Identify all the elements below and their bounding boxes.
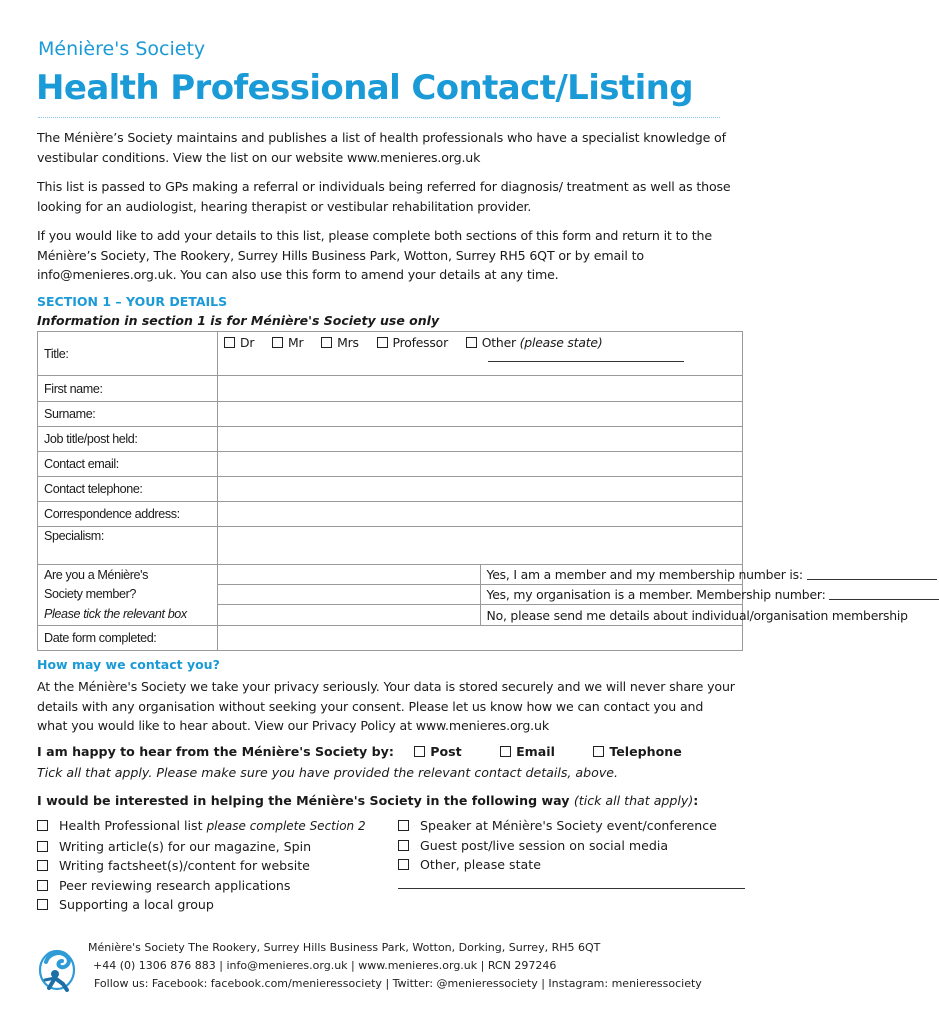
interest-options-right [398,816,745,889]
member-option-3: No, please send me details about individual/organisation membership [480,605,743,626]
privacy-paragraph: At the Ménière's Society we take your privacy seriously. Your data is stored securely and we will never share your details with any organisation without seeking your consent. Please let us know how we can contact you and what you would like to hear about. View our Privacy Policy at www.menieres.org.uk [37,679,735,733]
footer-social: Follow us: Facebook: facebook.com/menieressociety | Twitter: @menieressociety | Instagram: menieressociety [94,977,702,990]
membership-number-input[interactable] [807,570,937,580]
interest-option-label: Writing factsheet(s)/content for website [59,858,310,874]
interest-option-magazine[interactable] [37,837,366,857]
checkbox-icon[interactable] [398,859,409,870]
interest-option-local-group[interactable] [37,895,366,915]
interest-option-peer-review[interactable] [37,876,366,896]
interest-option-label: Supporting a local group [59,897,214,913]
footer [88,939,702,993]
email-field[interactable] [218,452,743,477]
interest-option-note: please complete Section 2 [206,819,366,833]
member-tick-box-3[interactable] [218,605,481,626]
title-option-mrs-label: Mrs [337,335,359,350]
title-option-other-label: Other [481,335,516,350]
title-label-text: Title: [44,346,69,361]
interest-option-professional-list[interactable] [37,816,366,837]
member-tick-box-2[interactable] [218,585,481,605]
contact-preference-label: I am happy to hear from the Ménière's Society by: [37,744,394,759]
email-label: Contact email: [38,452,218,477]
interest-option-label: Speaker at Ménière's Society event/conference [420,818,717,833]
interest-options-left [37,816,366,915]
section1-note: Information in section 1 is for Ménière's Society use only [37,313,440,328]
title-options [218,332,743,376]
org-membership-number-input[interactable] [829,590,939,600]
checkbox-icon[interactable] [37,860,48,871]
contact-option-post[interactable] [414,744,461,759]
contact-option-telephone[interactable] [593,744,681,759]
checkbox-icon[interactable] [272,337,283,348]
checkbox-icon[interactable] [37,880,48,891]
title-option-professor-label: Professor [392,335,448,350]
job-title-field[interactable] [218,427,743,452]
checkbox-icon[interactable] [37,841,48,852]
checkbox-icon[interactable] [224,337,235,348]
details-table [37,331,908,651]
member-option-2-label: Yes, my organisation is a member. Membership number: [486,587,826,602]
section1-heading: SECTION 1 – YOUR DETAILS [37,294,228,309]
footer-contact: +44 (0) 1306 876 883 | info@menieres.org.uk | www.menieres.org.uk | RCN 297246 [93,959,557,972]
first-name-field[interactable] [218,376,743,402]
interest-label-end: : [693,793,699,808]
interest-option-label: Other, please state [420,857,541,873]
interest-option-label: Writing article(s) for our magazine, Spin [59,838,312,854]
member-label-line3: Please tick the relevant box [44,606,187,621]
interest-label-note: (tick all that apply) [573,793,694,808]
interest-option-label: Peer reviewing research applications [59,877,291,893]
title-option-mrs[interactable] [321,335,359,350]
title-label [38,332,218,376]
title-option-dr-label: Dr [240,335,255,350]
society-logo-icon [37,940,79,994]
specialism-field[interactable] [218,527,743,565]
checkbox-icon[interactable] [500,746,511,757]
title-other-input[interactable] [488,350,684,362]
checkbox-icon[interactable] [398,820,409,831]
intro-paragraph-1: The Ménière’s Society maintains and publishes a list of health professionals who have a specialist knowledge of vestibular conditions. View the list on our website www.menieres.org.uk [37,130,726,165]
intro-paragraph-2: This list is passed to GPs making a referral or individuals being referred for diagnosis/ treatment as well as those looking for an audiologist, hearing therapist or vestibular rehabilitation provider. [37,179,731,214]
field-row-date [38,626,743,651]
org-name: Ménière's Society [38,38,206,60]
checkbox-icon[interactable] [414,746,425,757]
member-label-line2: Society member? [44,587,136,602]
contact-heading: How may we contact you? [37,657,220,672]
address-field[interactable] [218,502,743,527]
job-title-label: Job title/post held: [38,427,218,452]
field-row-specialism [38,527,743,565]
title-option-professor[interactable] [377,335,448,350]
date-field[interactable] [218,626,743,651]
first-name-label: First name: [38,376,218,402]
date-label: Date form completed: [38,626,218,651]
surname-field[interactable] [218,402,743,427]
contact-preference [37,744,682,759]
interest-option-other[interactable] [398,855,745,875]
field-row-surname [38,402,743,427]
member-tick-box-1[interactable] [218,565,481,585]
checkbox-icon[interactable] [37,820,48,831]
title-option-mr[interactable] [272,335,303,350]
interest-option-guest-post[interactable] [398,836,745,856]
field-row-job-title [38,427,743,452]
address-label: Correspondence address: [38,502,218,527]
intro-paragraph-3: If you would like to add your details to this list, please complete both sections of this form and return it to the Ménière’s Society, The Rookery, Surrey Hills Business Park, Wotton, Surrey RH5 6QT or by email to info@menieres.org.uk. You can also use this form to amend your details at any time. [37,228,712,282]
checkbox-icon[interactable] [593,746,604,757]
telephone-label: Contact telephone: [38,477,218,502]
interest-option-label: Guest post/live session on social media [420,837,669,853]
field-row-telephone [38,477,743,502]
member-label [38,565,218,626]
field-row-address [38,502,743,527]
surname-label: Surname: [38,402,218,427]
interest-option-label: Health Professional list [59,818,203,833]
interest-heading [37,793,698,808]
title-option-other[interactable] [466,335,603,350]
contact-preference-note: Tick all that apply. Please make sure you have provided the relevant contact details, above. [37,765,619,780]
logo-arm [45,978,55,980]
checkbox-icon[interactable] [377,337,388,348]
checkbox-icon[interactable] [466,337,477,348]
contact-option-telephone-label: Telephone [609,744,682,759]
page-title: Health Professional Contact/Listing [36,68,693,108]
footer-address: Ménière's Society The Rookery, Surrey Hills Business Park, Wotton, Dorking, Surrey, RH5 6QT [88,941,601,954]
title-option-mr-label: Mr [288,335,304,350]
member-label-line1: Are you a Ménière's [44,567,149,582]
title-divider [38,117,720,118]
checkbox-icon[interactable] [37,899,48,910]
member-option-1-label: Yes, I am a member and my membership number is: [486,567,803,582]
checkbox-icon[interactable] [321,337,332,348]
field-row-email [38,452,743,477]
interest-label: I would be interested in helping the Ménière's Society in the following way [37,793,570,808]
member-option-2 [480,585,826,605]
contact-option-email[interactable] [500,744,555,759]
contact-option-email-label: Email [516,744,555,759]
member-option-1 [480,565,803,585]
specialism-label: Specialism: [38,527,218,565]
interest-option-factsheet[interactable] [37,856,366,876]
contact-option-post-label: Post [430,744,462,759]
telephone-field[interactable] [218,477,743,502]
member-row-1 [38,565,743,585]
title-row [38,332,743,376]
interest-option-speaker[interactable] [398,816,745,836]
title-option-dr[interactable] [224,335,254,350]
title-other-note: (please state) [519,335,603,350]
checkbox-icon[interactable] [398,840,409,851]
interest-other-input[interactable] [398,875,745,889]
field-row-first-name [38,376,743,402]
